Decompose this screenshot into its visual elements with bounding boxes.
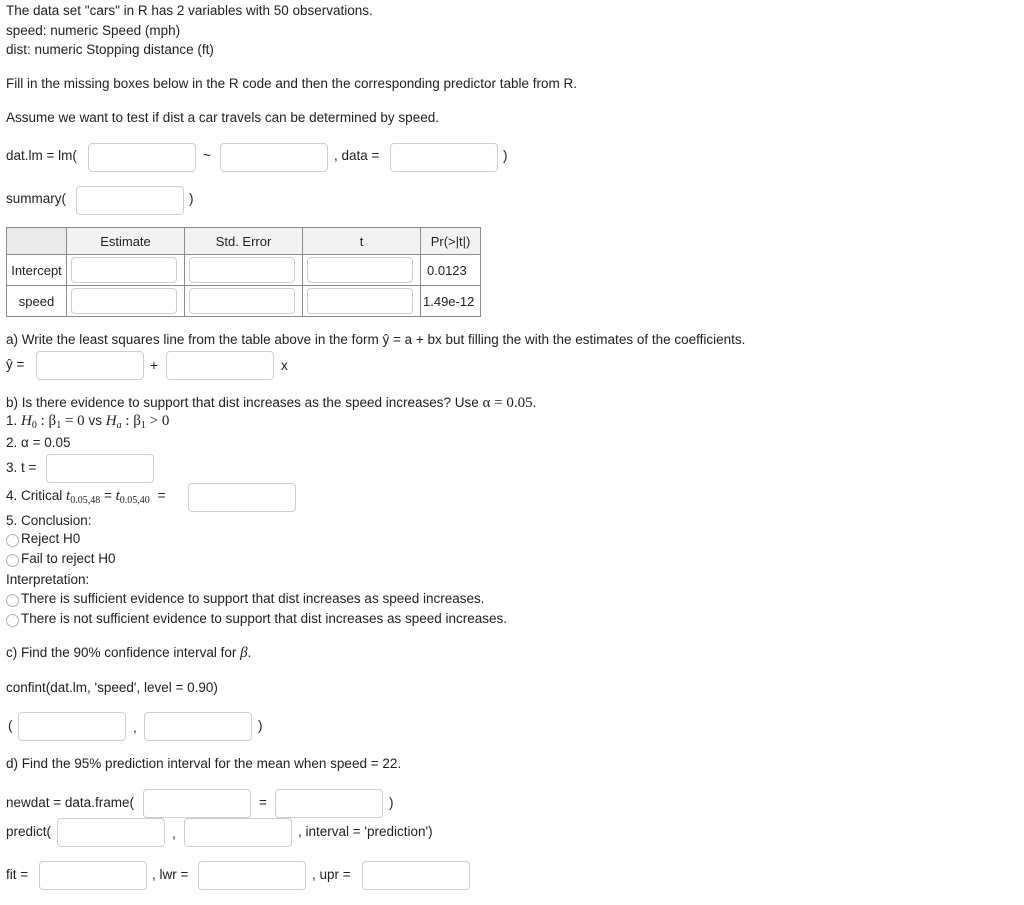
ci-lower-input[interactable] [18, 712, 126, 741]
alt-hypothesis-beta: : β [125, 413, 141, 429]
fail-to-reject-h0-label[interactable]: Fail to reject H0 [21, 551, 116, 566]
intercept-std-error-cell [185, 255, 303, 286]
alt-hypothesis-sub: a [116, 420, 122, 431]
newdat-value-input[interactable] [275, 789, 383, 818]
intro-line-1: The data set "cars" in R has 2 variables with 50 observations. [6, 3, 373, 18]
intro-line-3: dist: numeric Stopping distance (ft) [6, 42, 214, 57]
intercept-estimate-answer-input[interactable] [36, 351, 144, 380]
speed-std-error-input[interactable] [189, 288, 295, 314]
not-sufficient-evidence-label[interactable]: There is not sufficient evidence to support that dist increases as speed increases. [21, 611, 508, 626]
row-label-speed: speed [7, 286, 67, 317]
t-statistic-input[interactable] [46, 454, 154, 483]
part-b-period: . [532, 395, 537, 410]
alt-hypothesis-h: H [105, 413, 117, 429]
table-header-row [7, 228, 481, 255]
predict-newdata-input[interactable] [184, 818, 292, 847]
table-header-pvalue: Pr(>|t|) [421, 228, 481, 255]
speed-t-cell [303, 286, 421, 317]
x-variable: x [281, 358, 288, 373]
intercept-estimate-input[interactable] [71, 257, 177, 283]
fill-instruction: Fill in the missing boxes below in the R code and then the corresponding predictor table from R. [6, 76, 578, 91]
critical-t1: t [66, 488, 71, 504]
part-c-period: . [247, 645, 252, 660]
newdat-variable-input[interactable] [143, 789, 251, 818]
sufficient-evidence-radio[interactable] [6, 594, 19, 607]
speed-std-error-cell [185, 286, 303, 317]
critical-eq-1: = [103, 488, 112, 503]
step-1-number: 1. [6, 413, 18, 428]
hypotheses-line [6, 413, 169, 431]
critical-value-input[interactable] [188, 483, 296, 512]
speed-estimate-cell [67, 286, 185, 317]
upr-input[interactable] [362, 861, 470, 890]
plus-sign: + [150, 358, 158, 373]
alt-beta-sub: 1 [140, 420, 146, 431]
interpretation-label: Interpretation: [6, 572, 90, 587]
alt-hypothesis-end: > 0 [149, 413, 170, 429]
null-hypothesis-h: H [21, 413, 32, 429]
part-b-question-text: b) Is there evidence to support that dist increases as the speed increases? Use [6, 395, 479, 410]
reject-h0-radio[interactable] [6, 534, 19, 547]
summary-close-paren: ) [189, 191, 194, 206]
ci-comma: , [133, 720, 137, 735]
fit-input[interactable] [39, 861, 147, 890]
predict-interval-suffix: , interval = 'prediction') [298, 824, 433, 839]
lm-code-prefix: dat.lm = lm( [6, 148, 77, 163]
lwr-label: , lwr = [152, 867, 189, 882]
row-label-intercept: Intercept [7, 255, 67, 286]
null-hypothesis-beta: : β [40, 413, 57, 429]
lm-tilde: ~ [203, 148, 211, 163]
newdat-code-prefix: newdat = data.frame( [6, 795, 134, 810]
newdat-close-paren: ) [389, 795, 394, 810]
ci-upper-input[interactable] [144, 712, 252, 741]
critical-t2: t [115, 488, 120, 504]
intercept-t-input[interactable] [307, 257, 413, 283]
predict-model-input[interactable] [57, 818, 165, 847]
part-a-question: a) Write the least squares line from the table above in the form ŷ = a + bx but filling the with the estimates of the coefficients. [6, 332, 746, 347]
null-hypothesis-end: = 0 [64, 413, 85, 429]
coefficient-table [6, 227, 481, 317]
sufficient-evidence-label[interactable]: There is sufficient evidence to support that dist increases as speed increases. [21, 591, 485, 606]
newdat-equals: = [259, 795, 267, 810]
table-header-t: t [303, 228, 421, 255]
lm-data-label: , data = [334, 148, 380, 163]
yhat-label: ŷ = [6, 357, 25, 372]
summary-input[interactable] [76, 186, 184, 215]
step-4-prefix: 4. Critical [6, 488, 63, 503]
lm-predictor-input[interactable] [220, 143, 328, 172]
lm-data-input[interactable] [390, 143, 498, 172]
upr-label: , upr = [312, 867, 351, 882]
lm-response-input[interactable] [88, 143, 196, 172]
slope-estimate-answer-input[interactable] [166, 351, 274, 380]
part-c-beta: β [240, 645, 248, 661]
part-c-question-text: c) Find the 90% confidence interval for [6, 645, 237, 660]
step-5-conclusion-label: 5. Conclusion: [6, 513, 92, 528]
reject-h0-label[interactable]: Reject H0 [21, 531, 81, 546]
step-4-critical [6, 488, 165, 506]
predict-comma: , [172, 826, 176, 841]
critical-t1-sub: 0.05,48 [70, 495, 101, 506]
vs-text: vs [88, 413, 102, 428]
table-header-estimate: Estimate [67, 228, 185, 255]
part-c-question [6, 645, 251, 662]
fit-label: fit = [6, 867, 29, 882]
intro-line-2: speed: numeric Speed (mph) [6, 23, 181, 38]
alpha-expression: α = 0.05 [482, 395, 533, 411]
critical-t2-sub: 0.05,40 [119, 495, 150, 506]
ci-close-paren: ) [258, 718, 263, 733]
ci-open-paren: ( [8, 718, 13, 733]
step-2-alpha: 2. α = 0.05 [6, 435, 71, 450]
confint-code: confint(dat.lm, 'speed', level = 0.90) [6, 680, 218, 695]
not-sufficient-evidence-radio[interactable] [6, 614, 19, 627]
part-b-question [6, 395, 536, 412]
speed-estimate-input[interactable] [71, 288, 177, 314]
predict-code-prefix: predict( [6, 824, 52, 839]
table-row-intercept [7, 255, 481, 286]
lwr-input[interactable] [198, 861, 306, 890]
null-hypothesis-sub: 0 [31, 420, 37, 431]
intercept-std-error-input[interactable] [189, 257, 295, 283]
critical-eq-2: = [157, 488, 166, 503]
table-header-empty [7, 228, 67, 255]
null-beta-sub: 1 [56, 420, 62, 431]
intercept-pvalue: 0.0123 [421, 255, 481, 286]
fail-to-reject-h0-radio[interactable] [6, 554, 19, 567]
step-3-label: 3. t = [6, 460, 37, 475]
speed-t-input[interactable] [307, 288, 413, 314]
part-d-question: d) Find the 95% prediction interval for the mean when speed = 22. [6, 756, 402, 771]
speed-pvalue: 1.49e-12 [421, 286, 481, 317]
lm-close-paren: ) [503, 148, 508, 163]
table-header-std-error: Std. Error [185, 228, 303, 255]
summary-code-prefix: summary( [6, 191, 66, 206]
intercept-t-cell [303, 255, 421, 286]
intercept-estimate-cell [67, 255, 185, 286]
table-row-speed [7, 286, 481, 317]
assumption-text: Assume we want to test if dist a car travels can be determined by speed. [6, 110, 439, 125]
